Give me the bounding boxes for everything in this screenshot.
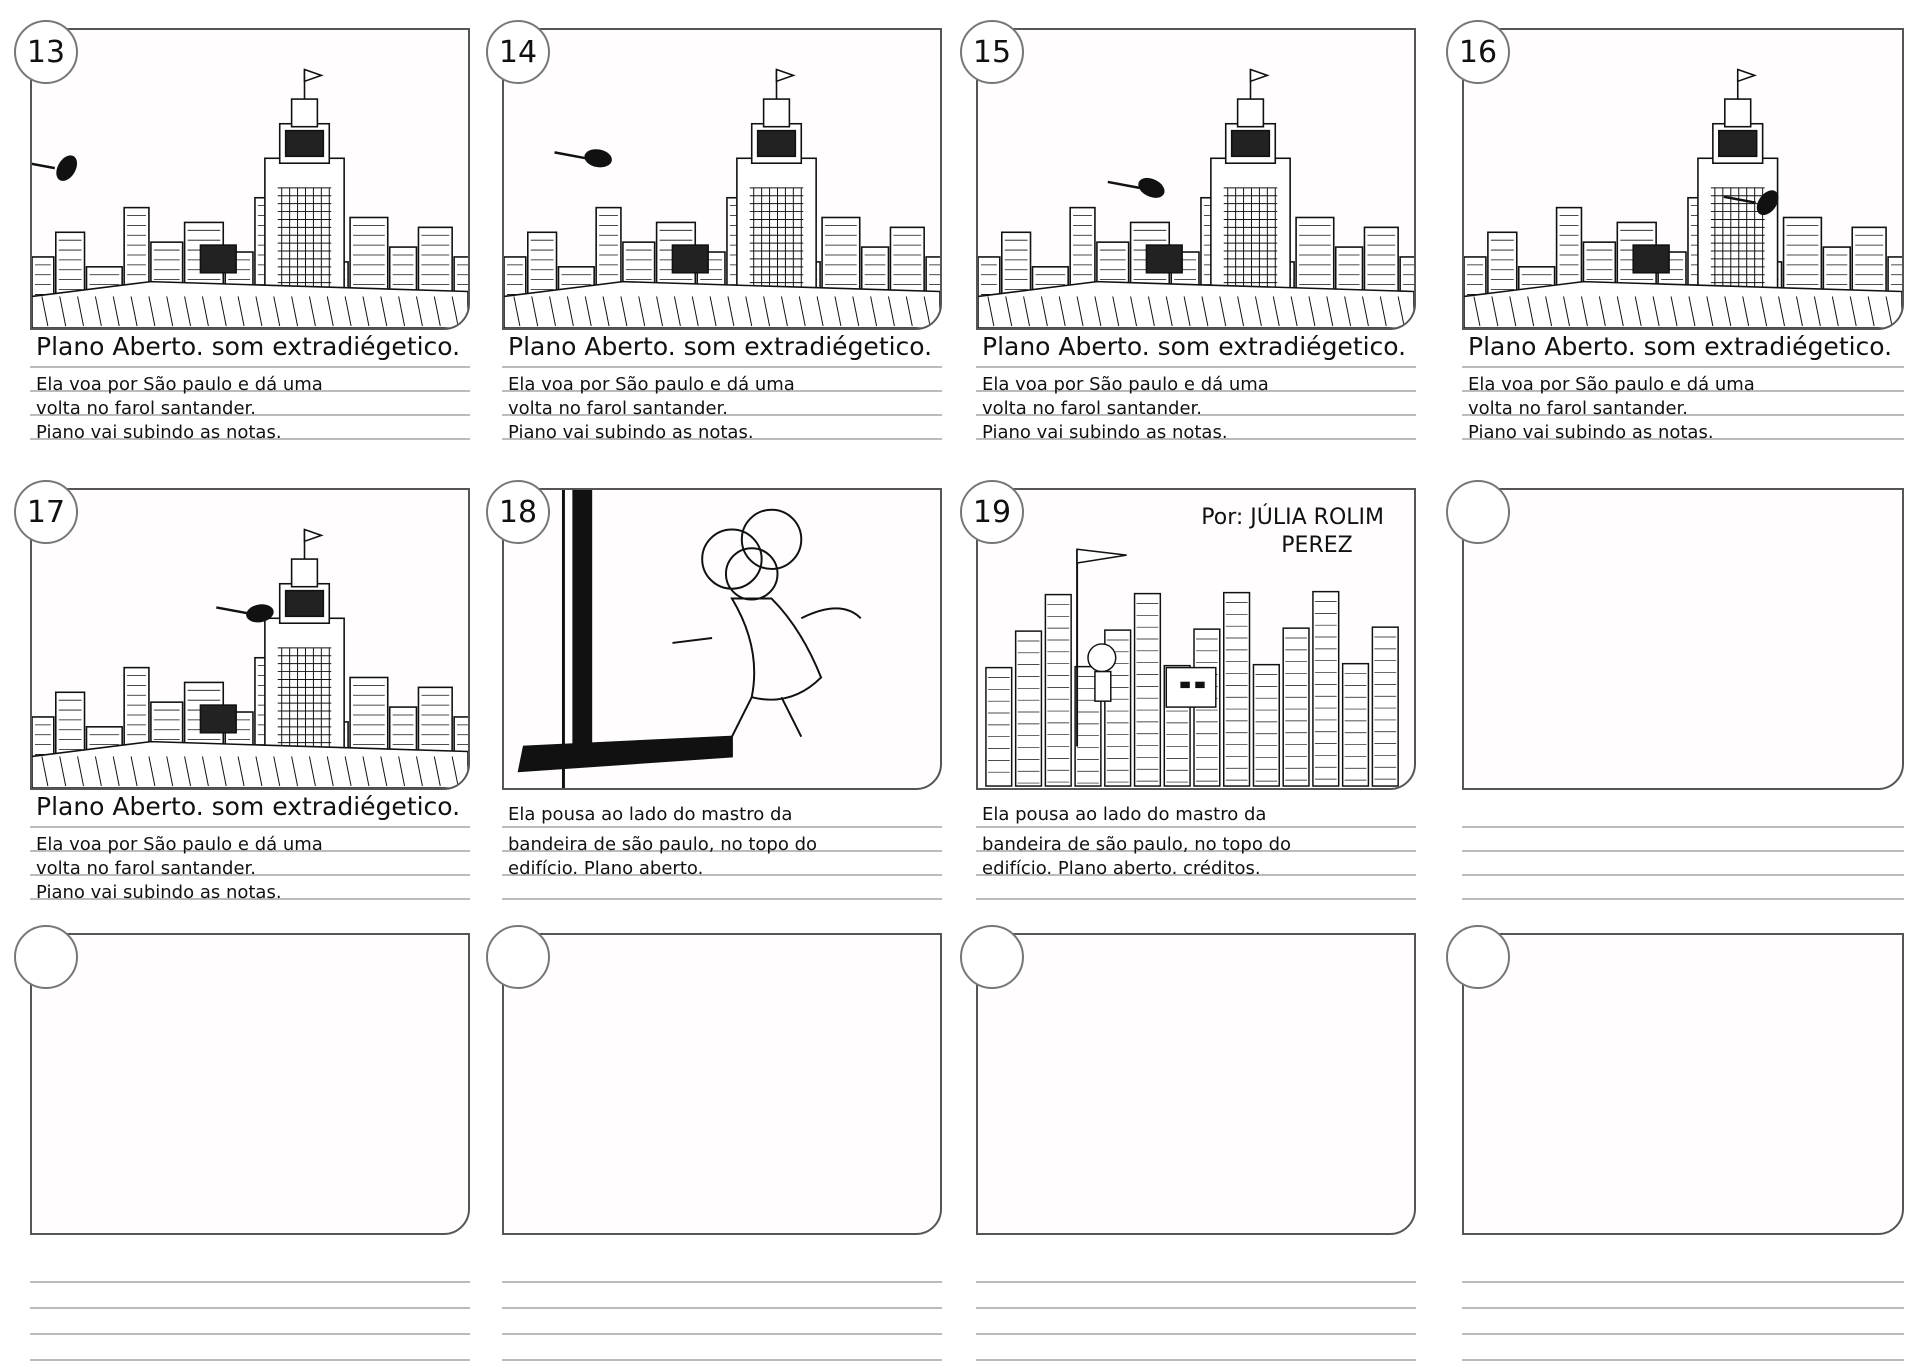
panel-sketch — [32, 490, 468, 788]
panel-frame — [502, 933, 942, 1235]
caption-rule — [1462, 826, 1904, 828]
caption-line: Piano vai subindo as notas. — [1468, 422, 1714, 443]
caption-line: Plano Aberto. som extradiégetico. — [982, 332, 1407, 361]
caption-line: Piano vai subindo as notas. — [36, 422, 282, 443]
caption-rule — [1462, 1307, 1904, 1309]
caption-area — [976, 1241, 1416, 1371]
caption-rule — [1462, 898, 1904, 900]
caption-line: edifício. Plano aberto. — [508, 858, 704, 879]
caption-area — [502, 796, 942, 904]
panel-number-badge — [1446, 925, 1510, 989]
panel-frame — [1462, 933, 1904, 1235]
caption-area — [1462, 796, 1904, 904]
caption-rule — [1462, 366, 1904, 368]
panel-sketch — [978, 935, 1414, 1233]
panel-frame — [502, 28, 942, 330]
caption-rule — [502, 1281, 942, 1283]
caption-line: Plano Aberto. som extradiégetico. — [36, 332, 461, 361]
credit-line: PEREZ — [1281, 533, 1353, 558]
caption-rule — [502, 826, 942, 828]
caption-line: Ela voa por São paulo e dá uma — [1468, 374, 1755, 395]
caption-rule — [502, 1333, 942, 1335]
caption-line: bandeira de são paulo, no topo do — [982, 834, 1292, 855]
caption-rule — [1462, 1333, 1904, 1335]
storyboard-panel — [1458, 28, 1904, 330]
storyboard-panel — [976, 933, 1416, 1235]
panel-number-badge — [14, 925, 78, 989]
panel-number-badge — [1446, 480, 1510, 544]
caption-rule — [1462, 1281, 1904, 1283]
panel-sketch — [1464, 490, 1902, 788]
caption-area — [502, 332, 942, 444]
panel-frame — [1462, 28, 1904, 330]
caption-line: Ela pousa ao lado do mastro da — [982, 804, 1267, 825]
panel-sketch — [504, 490, 940, 788]
caption-rule — [30, 1281, 470, 1283]
caption-rule — [976, 898, 1416, 900]
panel-frame — [976, 933, 1416, 1235]
storyboard-panel — [30, 933, 470, 1235]
storyboard-panel — [498, 28, 942, 330]
caption-line: volta no farol santander. — [508, 398, 729, 419]
caption-rule — [30, 826, 470, 828]
storyboard-panel — [972, 28, 1416, 330]
caption-rule — [976, 826, 1416, 828]
panel-number-badge — [960, 925, 1024, 989]
caption-area — [30, 1241, 470, 1371]
caption-rule — [30, 1333, 470, 1335]
panel-sketch — [1464, 30, 1902, 328]
panel-frame — [502, 488, 942, 790]
caption-rule — [502, 366, 942, 368]
panel-sketch — [32, 935, 468, 1233]
caption-rule — [976, 1307, 1416, 1309]
panel-sketch — [1464, 935, 1902, 1233]
panel-sketch — [504, 935, 940, 1233]
panel-sketch — [978, 30, 1414, 328]
storyboard-panel — [498, 488, 942, 790]
panel-sketch — [32, 30, 468, 328]
caption-line: volta no farol santander. — [982, 398, 1203, 419]
caption-line: volta no farol santander. — [36, 858, 257, 879]
caption-rule — [976, 366, 1416, 368]
caption-line: volta no farol santander. — [1468, 398, 1689, 419]
caption-area — [30, 332, 470, 444]
caption-line: Plano Aberto. som extradiégetico. — [1468, 332, 1893, 361]
caption-rule — [976, 1359, 1416, 1361]
caption-rule — [30, 1307, 470, 1309]
storyboard-panel — [972, 488, 1416, 790]
credit-line: Por: JÚLIA ROLIM — [1201, 505, 1384, 530]
panel-number-badge: 13 — [14, 20, 78, 84]
caption-rule — [976, 1333, 1416, 1335]
caption-area — [30, 792, 470, 904]
caption-line: Plano Aberto. som extradiégetico. — [508, 332, 933, 361]
panel-number-badge — [486, 925, 550, 989]
caption-rule — [502, 1307, 942, 1309]
caption-line: Piano vai subindo as notas. — [508, 422, 754, 443]
caption-line: volta no farol santander. — [36, 398, 257, 419]
credit-label — [1201, 504, 1384, 560]
caption-rule — [976, 1281, 1416, 1283]
panel-frame — [1462, 488, 1904, 790]
storyboard-panel — [26, 488, 470, 790]
caption-rule — [502, 1359, 942, 1361]
caption-line: Piano vai subindo as notas. — [36, 882, 282, 903]
panel-number-badge: 19 — [960, 480, 1024, 544]
caption-area — [976, 796, 1416, 904]
caption-line: Plano Aberto. som extradiégetico. — [36, 792, 461, 821]
panel-number-badge: 17 — [14, 480, 78, 544]
caption-rule — [1462, 850, 1904, 852]
caption-line: Ela voa por São paulo e dá uma — [36, 834, 323, 855]
caption-line: edifício. Plano aberto. créditos. — [982, 858, 1261, 879]
caption-line: Ela pousa ao lado do mastro da — [508, 804, 793, 825]
storyboard-panel — [1462, 488, 1904, 790]
caption-line: bandeira de são paulo, no topo do — [508, 834, 818, 855]
panel-frame — [30, 488, 470, 790]
panel-number-badge: 18 — [486, 480, 550, 544]
caption-rule — [1462, 1359, 1904, 1361]
panel-number-badge: 14 — [486, 20, 550, 84]
panel-frame — [30, 28, 470, 330]
caption-line: Ela voa por São paulo e dá uma — [36, 374, 323, 395]
panel-frame — [976, 488, 1416, 790]
panel-number-badge: 16 — [1446, 20, 1510, 84]
caption-line: Piano vai subindo as notas. — [982, 422, 1228, 443]
caption-area — [1462, 332, 1904, 444]
storyboard-panel — [26, 28, 470, 330]
caption-line: Ela voa por São paulo e dá uma — [982, 374, 1269, 395]
panel-frame — [976, 28, 1416, 330]
caption-rule — [30, 366, 470, 368]
storyboard-panel — [1462, 933, 1904, 1235]
panel-number-badge: 15 — [960, 20, 1024, 84]
caption-area — [1462, 1241, 1904, 1371]
caption-rule — [30, 1359, 470, 1361]
caption-area — [976, 332, 1416, 444]
caption-area — [502, 1241, 942, 1371]
caption-line: Ela voa por São paulo e dá uma — [508, 374, 795, 395]
panel-sketch — [504, 30, 940, 328]
caption-rule — [502, 898, 942, 900]
panel-frame — [30, 933, 470, 1235]
storyboard-panel — [502, 933, 942, 1235]
caption-rule — [1462, 874, 1904, 876]
